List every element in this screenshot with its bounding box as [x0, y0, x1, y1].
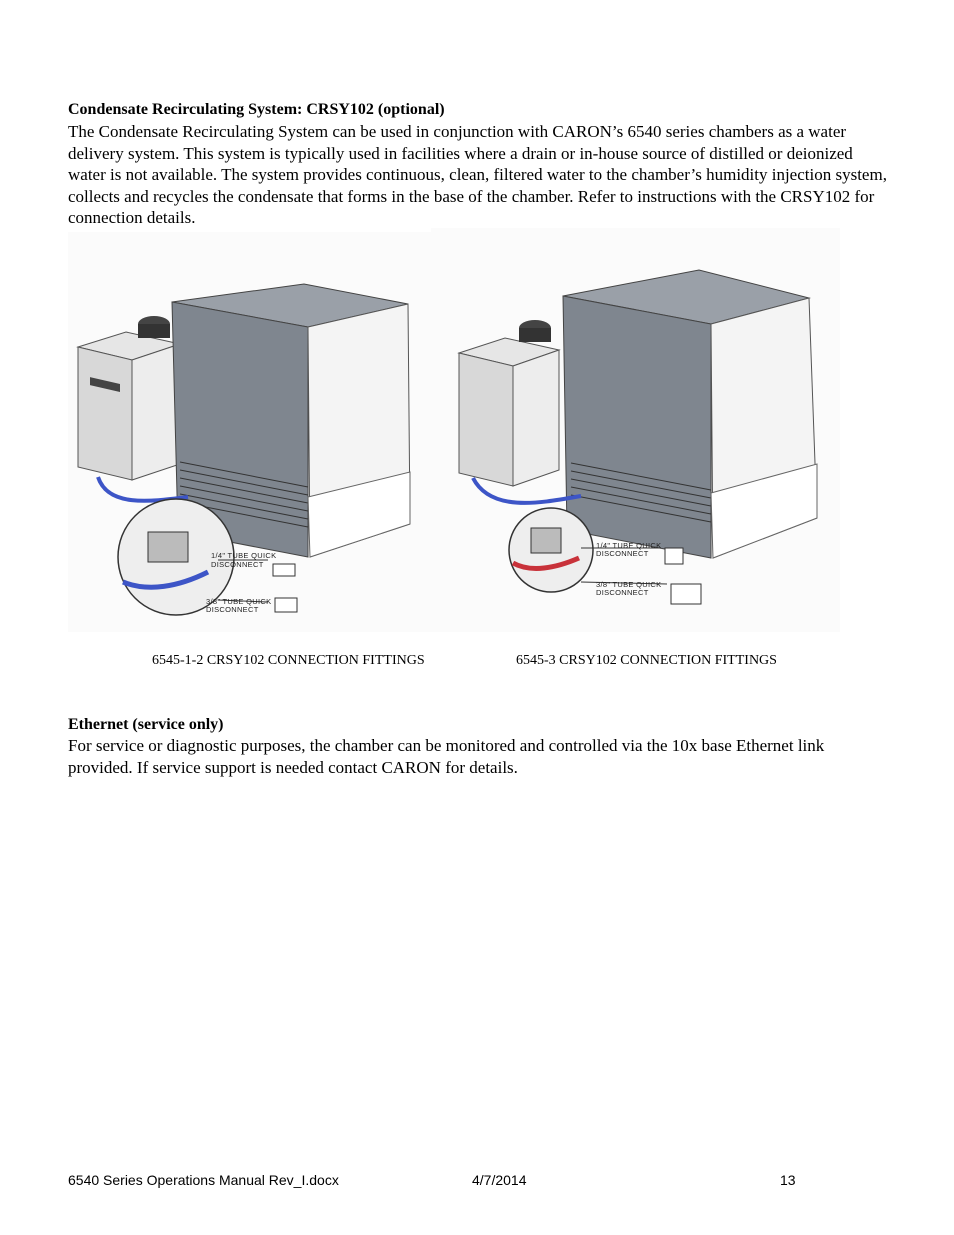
section-body-condensate: The Condensate Recirculating System can be used in conjunction with CARON’s 6540 series chambers as a water delivery system. This system is typically used in facilities where a drain or in-house source of distilled or deionized water is not available. The system provides continuous, clean, filtered water to the chamber’s humidity injection system, collects and recycles the condensate that forms in the base of the chamber. Refer to instructions with the CRSY102 for connection details.	[68, 122, 887, 227]
chamber-illustration-1	[68, 232, 431, 632]
figure-caption-1: 6545-1-2 CRSY102 CONNECTION FITTINGS	[152, 653, 425, 668]
section-heading-condensate: Condensate Recirculating System: CRSY102 (optional)	[68, 101, 445, 118]
callout-quarter-inch-1b: DISCONNECT	[211, 560, 264, 569]
figure-6545-3-connection-fittings	[431, 228, 840, 632]
callout-three-eighths-inch-1: 3/8" TUBE QUICK	[206, 597, 272, 606]
callout-three-eighths-inch-1b: DISCONNECT	[206, 605, 259, 614]
footer-date: 4/7/2014	[472, 1172, 527, 1188]
footer-page-number: 13	[780, 1172, 796, 1188]
figure-caption-2: 6545-3 CRSY102 CONNECTION FITTINGS	[516, 653, 777, 668]
section-heading-ethernet: Ethernet (service only)	[68, 716, 224, 733]
figure-6545-1-2-connection-fittings	[68, 232, 431, 632]
footer-document-name: 6540 Series Operations Manual Rev_I.docx	[68, 1172, 339, 1188]
callout-three-eighths-inch-2b: DISCONNECT	[596, 588, 649, 597]
callout-quarter-inch-2b: DISCONNECT	[596, 549, 649, 558]
chamber-illustration-2	[431, 228, 840, 632]
callout-three-eighths-inch-2: 3/8" TUBE QUICK	[596, 580, 662, 589]
callout-quarter-inch-2: 1/4" TUBE QUICK	[596, 541, 662, 550]
section-body-ethernet: For service or diagnostic purposes, the chamber can be monitored and controlled via the 10x base Ethernet link provided. If service support is needed contact CARON for details.	[68, 736, 825, 777]
callout-quarter-inch-1: 1/4" TUBE QUICK	[211, 551, 277, 560]
